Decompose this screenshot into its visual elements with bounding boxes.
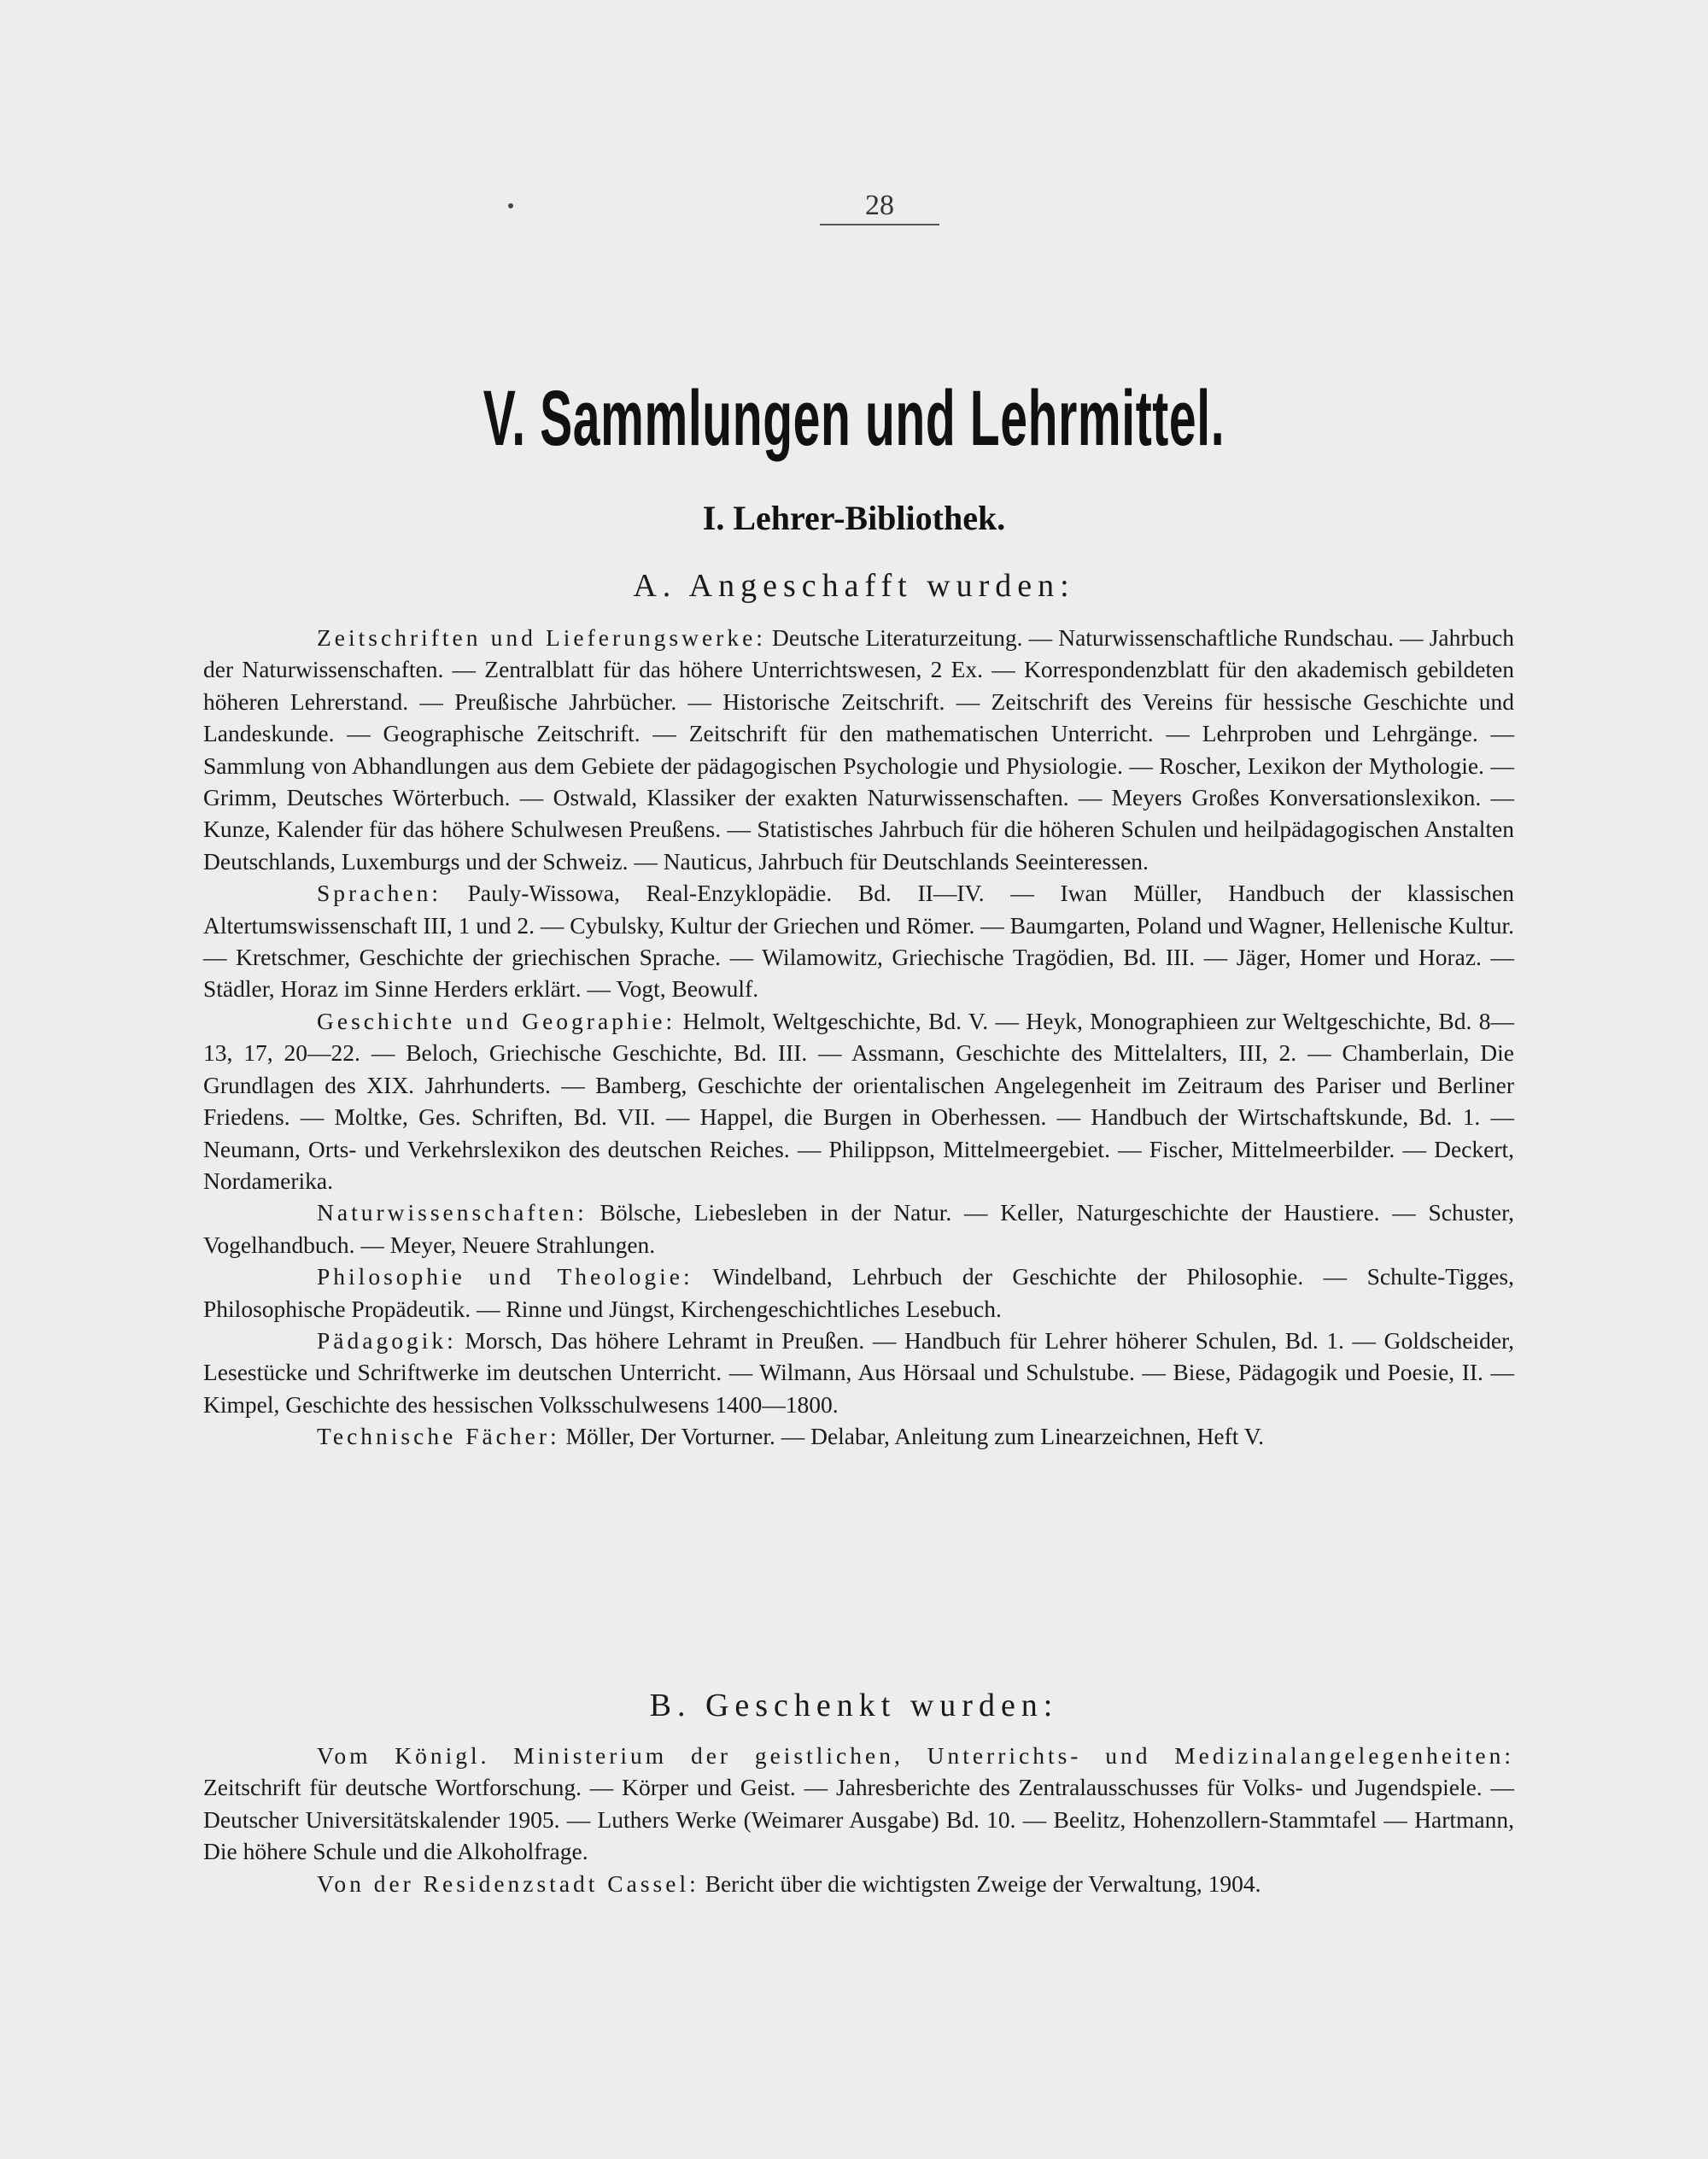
paragraph-pedagogy [203, 1325, 1514, 1420]
paragraph-text: Morsch, Das höhere Lehramt in Preußen. — Handbuch für Lehrer höherer Schulen, Bd. 1. — Goldscheider, Lesestücke und Schriftwerke im deutschen Unterricht. — Wilmann, Aus Hörsaal und Schulstube. — Biese, Pädagogik und Poesie, II. — Kimpel, Geschichte des hessischen Volksschulwesens 1400—1800. [203, 1326, 1514, 1418]
page-number: 28 [820, 190, 939, 225]
category-label: Geschichte und Geographie: [317, 1007, 676, 1034]
paragraph-text: Zeitschrift für deutsche Wortforschung. — Körper und Geist. — Jahresberichte des Zentralausschusses für Volks- und Jugendspiele. — Deutscher Universitätskalender 1905. — Luthers Werke (Weimarer Ausgabe) Bd. 10. — Beelitz, Hohenzollern-Stammtafel — Hartmann, Die höhere Schule und die Alkoholfrage. [203, 1774, 1514, 1865]
category-label: Zeitschriften und Lieferungswerke: [317, 624, 766, 651]
paragraph-city-cassel [203, 1868, 1514, 1899]
donated-list [203, 1740, 1514, 1899]
donor-label: Von der Residenzstadt Cassel: [317, 1869, 699, 1897]
section-title: I. Lehrer-Bibliothek. [702, 499, 1006, 537]
acquired-list [203, 622, 1514, 1453]
category-label: Technische Fächer: [317, 1423, 560, 1450]
print-dot [508, 203, 513, 208]
paragraph-technical-subjects [203, 1420, 1514, 1452]
donor-label: Vom Königl. Ministerium der geistlichen, Unterrichts- und Medizinalangelegenheiten: [317, 1742, 1514, 1769]
subheading-acquired: A. Angeschafft wurden: [633, 568, 1075, 604]
paragraph-text: Bölsche, Liebesleben in der Natur. — Keller, Naturgeschichte der Haustiere. — Schuster, Vogelhandbuch. — Meyer, Neuere Strahlungen. [203, 1199, 1514, 1258]
paragraph-text: Pauly-Wissowa, Real-Enzyklopädie. Bd. II—IV. — Iwan Müller, Handbuch der klassischen Altertumswissenschaft III, 1 und 2. — Cybulsky, Kultur der Griechen und Römer. — Baumgarten, Poland und Wagner, Hellenische Kultur. — Kretschmer, Geschichte der griechischen Sprache. — Wilamowitz, Griechische Tragödien, Bd. III. — Jäger, Homer und Horaz. — Städler, Horaz im Sinne Herders erklärt. — Vogt, Beowulf. [203, 880, 1514, 1003]
paragraph-philosophy-theology [203, 1261, 1514, 1325]
paragraph-ministry [203, 1740, 1514, 1868]
category-label: Pädagogik: [317, 1326, 457, 1354]
paragraph-text: Deutsche Literaturzeitung. — Naturwissenschaftliche Rundschau. — Jahrbuch der Naturwissenschaften. — Zentralblatt für das höhere Unterrichtswesen, 2 Ex. — Korrespondenzblatt für den akademisch gebildeten höheren Lehrerstand. — Preußische Jahrbücher. — Historische Zeitschrift. — Zeitschrift des Vereins für hessische Geschichte und Landeskunde. — Geographische Zeitschrift. — Zeitschrift für den mathematischen Unterricht. — Lehrproben und Lehrgänge. — Sammlung von Abhandlungen aus dem Gebiete der pädagogischen Psychologie und Physiologie. — Roscher, Lexikon der Mythologie. — Grimm, Deutsches Wörterbuch. — Ostwald, Klassiker der exakten Naturwissenschaften. — Meyers Großes Konversationslexikon. — Kunze, Kalender für das höhere Schulwesen Preußens. — Statistisches Jahrbuch für die höheren Schulen und heilpädagogischen Anstalten Deutschlands, Luxemburgs und der Schweiz. — Nauticus, Jahrbuch für Deutschlands Seeinteressen. [203, 624, 1514, 875]
paragraph-natural-sciences [203, 1197, 1514, 1261]
paragraph-text: Bericht über die wichtigsten Zweige der Verwaltung, 1904. [699, 1869, 1261, 1897]
category-label: Philosophie und Theologie: [317, 1263, 693, 1290]
paragraph-text: Möller, Der Vorturner. — Delabar, Anleitung zum Linearzeichnen, Heft V. [559, 1423, 1264, 1450]
paragraph-history-geography [203, 1005, 1514, 1197]
paragraph-text: Windelband, Lehrbuch der Geschichte der Philosophie. — Schulte-Tigges, Philosophische Propädeutik. — Rinne und Jüngst, Kirchengeschichtliches Lesebuch. [203, 1263, 1514, 1322]
paragraph-periodicals [203, 622, 1514, 877]
category-label: Sprachen: [317, 880, 442, 907]
paragraph-languages [203, 877, 1514, 1005]
chapter-title: V. Sammlungen und Lehrmittel. [483, 375, 1225, 462]
paragraph-text: Helmolt, Weltgeschichte, Bd. V. — Heyk, Monographieen zur Weltgeschichte, Bd. 8—13, 17, 20—22. — Beloch, Griechische Geschichte, Bd. III. — Assmann, Geschichte des Mittelalters, III, 2. — Chamberlain, Die Grundlagen des XIX. Jahrhunderts. — Bamberg, Geschichte der orientalischen Angelegenheit im Zeitraum des Pariser und Berliner Friedens. — Moltke, Ges. Schriften, Bd. VII. — Happel, die Burgen in Oberhessen. — Handbuch der Wirtschaftskunde, Bd. 1. — Neumann, Orts- und Verkehrslexikon des deutschen Reiches. — Philippson, Mittelmeergebiet. — Fischer, Mittelmeerbilder. — Deckert, Nordamerika. [203, 1007, 1514, 1194]
subheading-donated: B. Geschenkt wurden: [649, 1688, 1059, 1723]
category-label: Naturwissenschaften: [317, 1199, 588, 1226]
